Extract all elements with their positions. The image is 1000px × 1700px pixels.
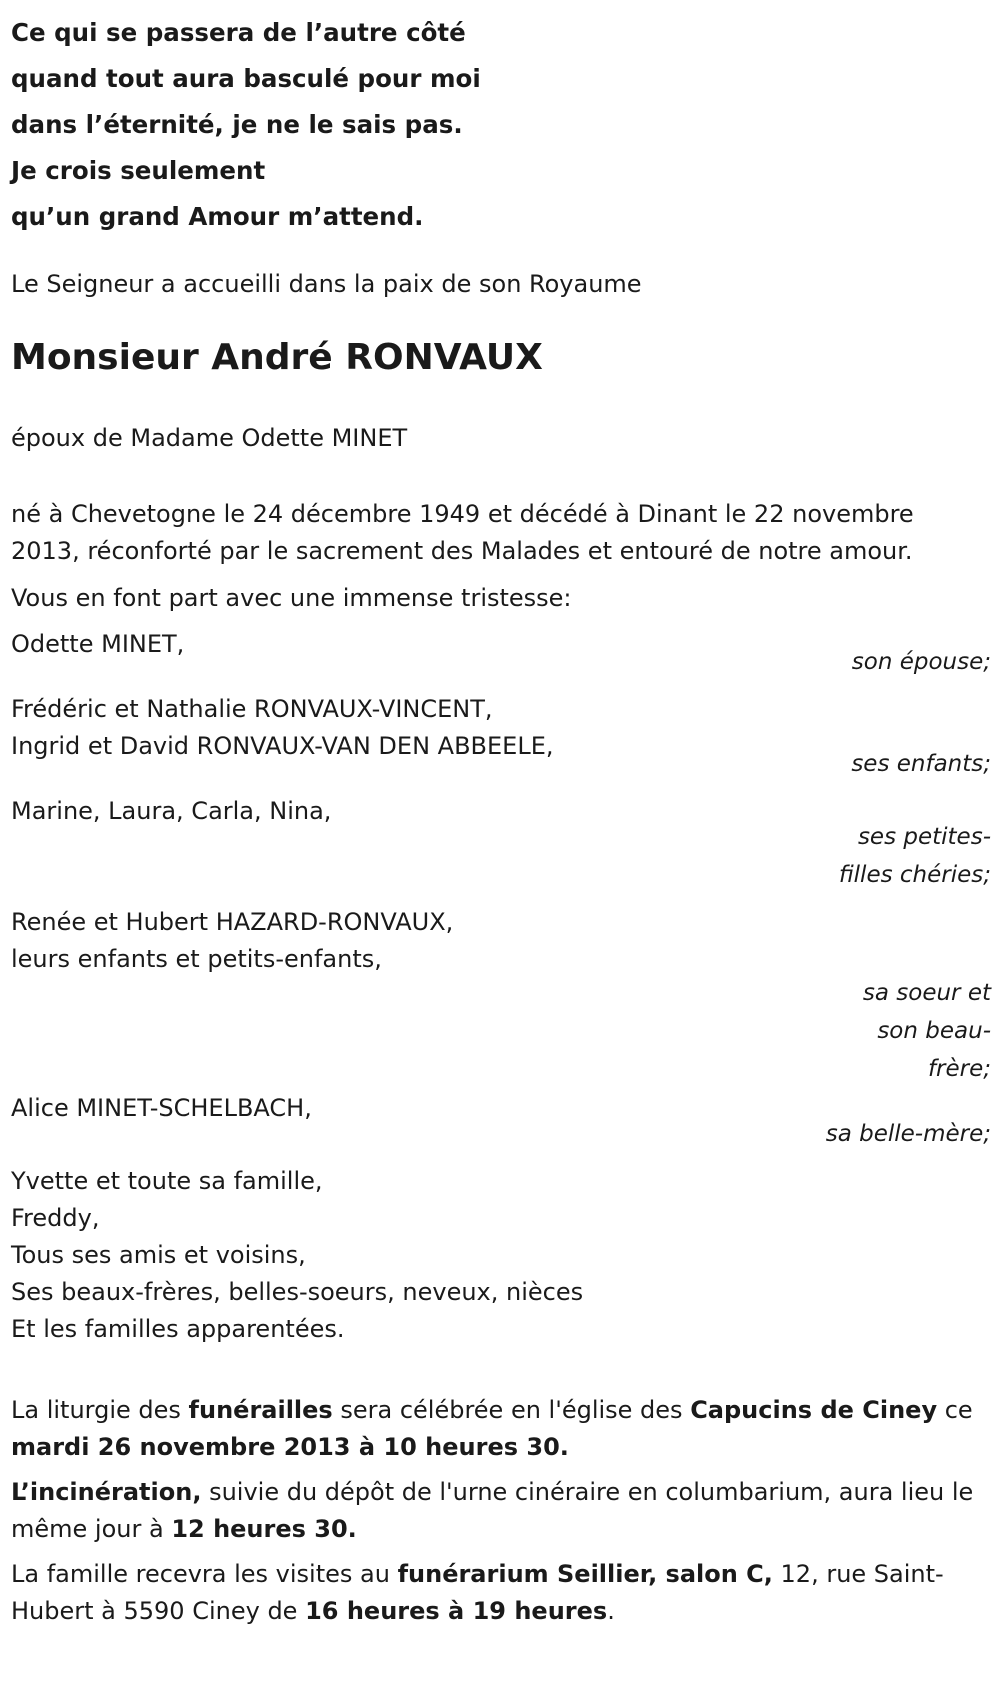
liturgy-bold: mardi 26 novembre 2013 à 10 heures 30. [11,1433,569,1461]
poem-line: qu’un grand Amour m’attend. [11,202,424,231]
poem-line: Ce qui se passera de l’autre côté [11,18,466,47]
family-name: leurs enfants et petits-enfants, [11,945,382,973]
liturgy-bold: Capucins de Ciney [690,1396,938,1424]
announcement-text: Vous en font part avec une immense tristesse: [11,584,572,612]
relative-line: Yvette et toute sa famille, [11,1167,323,1195]
family-role: ses petites-filles chéries; [838,824,991,888]
family-name: Odette MINET, [11,630,185,658]
poem-line: Je crois seulement [11,156,266,185]
family-name: Marine, Laura, Carla, Nina, [11,797,332,825]
family-role: sa soeur et son beau-frère; [862,980,991,1082]
liturgy-text: ce [937,1396,973,1424]
intro-text: Le Seigneur a accueilli dans la paix de son Royaume [11,270,642,298]
liturgy-text: sera célébrée en l'église des [332,1396,691,1424]
cremation-bold: 12 heures 30. [171,1515,357,1543]
family-name: Frédéric et Nathalie RONVAUX-VINCENT, [11,695,493,723]
relative-line: Et les familles apparentées. [11,1315,345,1343]
family-group-spouse [11,626,989,681]
cremation-text: suivie du dépôt de l'urne cinéraire en columbarium, aura lieu le même jour à [11,1478,974,1543]
family-group-granddaughters [11,793,989,894]
relative-line: Tous ses amis et voisins, [11,1241,306,1269]
other-relatives [11,1163,989,1348]
liturgy-paragraph [11,1392,989,1466]
family-group-mother-in-law [11,1090,989,1153]
family-list [11,626,989,1153]
visits-bold: funérarium Seillier, salon C, [397,1560,773,1588]
family-name: Ingrid et David RONVAUX-VAN DEN ABBEELE, [11,732,554,760]
family-group-children [11,691,989,783]
liturgy-text: La liturgie des [11,1396,189,1424]
liturgy-bold: funérailles [188,1396,333,1424]
deceased-name: Monsieur André RONVAUX [11,337,543,378]
visits-paragraph [11,1556,989,1630]
poem [11,0,989,240]
relative-line: Ses beaux-frères, belles-soeurs, neveux, nièces [11,1278,584,1306]
visits-text: . [607,1597,615,1625]
cremation-bold: L’incinération, [11,1478,202,1506]
family-role: son épouse; [851,649,991,675]
visits-text: 12, rue Saint-Hubert à 5590 Ciney de [11,1560,944,1625]
birth-death-text: né à Chevetogne le 24 décembre 1949 et décédé à Dinant le 22 novembre 2013, réconforté par le sacrement des Malades et entouré de notre amour. [11,500,914,565]
family-name: Renée et Hubert HAZARD-RONVAUX, [11,908,454,936]
visits-text: La famille recevra les visites au [11,1560,398,1588]
poem-line: quand tout aura basculé pour moi [11,64,481,93]
family-role: sa belle-mère; [825,1121,991,1147]
visits-bold: 16 heures à 19 heures [305,1597,608,1625]
spouse-line: époux de Madame Odette MINET [11,424,408,452]
family-group-sister [11,904,989,1088]
cremation-paragraph [11,1474,989,1548]
family-name: Alice MINET-SCHELBACH, [11,1094,312,1122]
poem-line: dans l’éternité, je ne le sais pas. [11,110,463,139]
family-role: ses enfants; [851,751,991,777]
relative-line: Freddy, [11,1204,100,1232]
